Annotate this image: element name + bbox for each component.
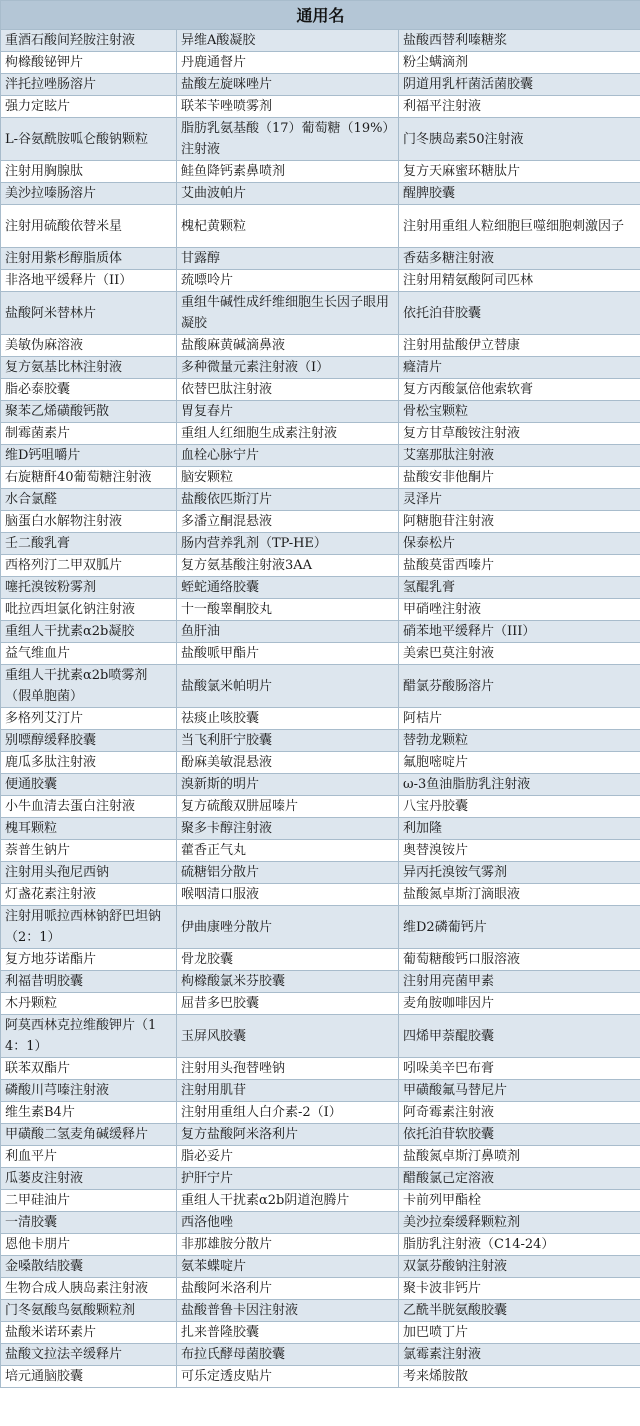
drug-name-cell: 麦角胺咖啡因片	[399, 993, 640, 1015]
table-row	[1, 1102, 640, 1124]
drug-name-cell: 盐酸莫雷西嗪片	[399, 555, 640, 577]
drug-name-cell: 香菇多糖注射液	[399, 248, 640, 270]
drug-name-cell: 盐酸安非他酮片	[399, 467, 640, 489]
drug-name-cell: 喉咽清口服液	[177, 884, 399, 906]
drug-name-cell: 枸橼酸铋钾片	[1, 52, 177, 74]
table-row	[1, 1058, 640, 1080]
drug-name-cell: 盐酸阿米洛利片	[177, 1278, 399, 1300]
drug-name-cell: 卡前列甲酯栓	[399, 1190, 640, 1212]
drug-name-cell: 保泰松片	[399, 533, 640, 555]
drug-name-cell: 美敏伪麻溶液	[1, 335, 177, 357]
drug-name-cell: 肠内营养乳剂（TP-HE）	[177, 533, 399, 555]
table-row	[1, 752, 640, 774]
table-row	[1, 445, 640, 467]
drug-name-cell: 维生素B4片	[1, 1102, 177, 1124]
drug-name-cell: 别嘌醇缓释胶囊	[1, 730, 177, 752]
drug-name-cell: 重组牛碱性成纤维细胞生长因子眼用凝胶	[177, 292, 399, 335]
drug-name-cell: 巯嘌呤片	[177, 270, 399, 292]
drug-name-cell: 利加隆	[399, 818, 640, 840]
drug-name-cell: 脂肪乳氨基酸（17）葡萄糖（19%）注射液	[177, 118, 399, 161]
table-row	[1, 1168, 640, 1190]
drug-name-cell: 复方盐酸阿米洛利片	[177, 1124, 399, 1146]
table-row	[1, 52, 640, 74]
drug-name-cell: 注射用精氨酸阿司匹林	[399, 270, 640, 292]
drug-name-cell: 多种微量元素注射液（I）	[177, 357, 399, 379]
table-row	[1, 161, 640, 183]
table-row	[1, 1344, 640, 1366]
table-row	[1, 357, 640, 379]
drug-name-cell: 复方天麻蜜环糖肽片	[399, 161, 640, 183]
drug-name-cell: 血栓心脉宁片	[177, 445, 399, 467]
drug-name-cell: 金嗓散结胶囊	[1, 1256, 177, 1278]
drug-name-cell: 氢醌乳膏	[399, 577, 640, 599]
drug-name-cell: 多格列艾汀片	[1, 708, 177, 730]
drug-name-cell: 恩他卡朋片	[1, 1234, 177, 1256]
table-row	[1, 971, 640, 993]
table-row	[1, 183, 640, 205]
drug-name-cell: 八宝丹胶囊	[399, 796, 640, 818]
table-row	[1, 730, 640, 752]
table-row	[1, 467, 640, 489]
table-row	[1, 1146, 640, 1168]
drug-name-cell: 葡萄糖酸钙口服溶液	[399, 949, 640, 971]
table-row	[1, 511, 640, 533]
drug-name-cell: 槐耳颗粒	[1, 818, 177, 840]
drug-name-cell: 盐酸麻黄碱滴鼻液	[177, 335, 399, 357]
drug-name-cell: 醋酸氯己定溶液	[399, 1168, 640, 1190]
drug-name-cell: 美沙拉嗪肠溶片	[1, 183, 177, 205]
drug-name-cell: 藿香正气丸	[177, 840, 399, 862]
drug-name-cell: 吡拉西坦氯化钠注射液	[1, 599, 177, 621]
drug-name-cell: 醒脾胶囊	[399, 183, 640, 205]
drug-name-cell: 酚麻美敏混悬液	[177, 752, 399, 774]
drug-name-cell: 四烯甲萘醌胶囊	[399, 1015, 640, 1058]
drug-name-cell: 盐酸普鲁卡因注射液	[177, 1300, 399, 1322]
drug-name-cell: 制霉菌素片	[1, 423, 177, 445]
drug-name-cell: 甲磺酸二氢麦角碱缓释片	[1, 1124, 177, 1146]
drug-name-cell: 复方氨基酸注射液3AA	[177, 555, 399, 577]
drug-name-cell: 脂肪乳注射液（C14-24）	[399, 1234, 640, 1256]
drug-name-cell: 注射用重组人白介素-2（I）	[177, 1102, 399, 1124]
drug-name-cell: 甲硝唑注射液	[399, 599, 640, 621]
table-row	[1, 555, 640, 577]
drug-name-cell: 盐酸氯米帕明片	[177, 665, 399, 708]
table-row	[1, 1322, 640, 1344]
drug-name-cell: 脑蛋白水解物注射液	[1, 511, 177, 533]
drug-name-cell: 聚多卡醇注射液	[177, 818, 399, 840]
drug-name-cell: 癃清片	[399, 357, 640, 379]
drug-name-cell: 盐酸米诺环素片	[1, 1322, 177, 1344]
drug-name-cell: 鹿瓜多肽注射液	[1, 752, 177, 774]
drug-name-cell: 二甲硅油片	[1, 1190, 177, 1212]
table-row	[1, 489, 640, 511]
table-row	[1, 96, 640, 118]
drug-name-cell: 布拉氏酵母菌胶囊	[177, 1344, 399, 1366]
table-row	[1, 1080, 640, 1102]
table-row	[1, 335, 640, 357]
table-row	[1, 1234, 640, 1256]
drug-name-cell: 非那雄胺分散片	[177, 1234, 399, 1256]
drug-name-cell: 十一酸睾酮胶丸	[177, 599, 399, 621]
table-row	[1, 884, 640, 906]
table-row	[1, 1212, 640, 1234]
drug-name-cell: 培元通脑胶囊	[1, 1366, 177, 1388]
table-row	[1, 205, 640, 248]
drug-name-cell: 依托泊苷胶囊	[399, 292, 640, 335]
drug-name-cell: 护肝宁片	[177, 1168, 399, 1190]
table-row	[1, 818, 640, 840]
table-row	[1, 906, 640, 949]
drug-name-cell: 美索巴莫注射液	[399, 643, 640, 665]
drug-name-cell: 槐杞黄颗粒	[177, 205, 399, 248]
drug-name-cell: 艾曲波帕片	[177, 183, 399, 205]
drug-name-cell: 灵泽片	[399, 489, 640, 511]
drug-name-cell: 木丹颗粒	[1, 993, 177, 1015]
table-row	[1, 118, 640, 161]
table-row	[1, 993, 640, 1015]
table-row	[1, 1300, 640, 1322]
drug-name-cell: 右旋糖酐40葡萄糖注射液	[1, 467, 177, 489]
table-row	[1, 796, 640, 818]
table-row	[1, 30, 640, 52]
drug-name-cell: 骨龙胶囊	[177, 949, 399, 971]
drug-name-cell: 屈昔多巴胶囊	[177, 993, 399, 1015]
drug-name-cell: 利血平片	[1, 1146, 177, 1168]
drug-name-cell: 盐酸西替利嗪糖浆	[399, 30, 640, 52]
table-row	[1, 1366, 640, 1388]
drug-name-cell: 重组人干扰素α2b阴道泡腾片	[177, 1190, 399, 1212]
drug-name-cell: 水合氯醛	[1, 489, 177, 511]
drug-name-cell: 扎来普隆胶囊	[177, 1322, 399, 1344]
drug-name-cell: 重组人干扰素α2b喷雾剂（假单胞菌）	[1, 665, 177, 708]
table-row	[1, 774, 640, 796]
drug-name-cell: 维D2磷葡钙片	[399, 906, 640, 949]
drug-name-cell: 盐酸文拉法辛缓释片	[1, 1344, 177, 1366]
drug-name-cell: 氨苯蝶啶片	[177, 1256, 399, 1278]
drug-name-cell: 替勃龙颗粒	[399, 730, 640, 752]
table-row	[1, 74, 640, 96]
table-row	[1, 577, 640, 599]
drug-name-cell: 粉尘螨滴剂	[399, 52, 640, 74]
drug-name-cell: 注射用哌拉西林钠舒巴坦钠（2：1）	[1, 906, 177, 949]
drug-name-cell: 氯霉素注射液	[399, 1344, 640, 1366]
drug-name-cell: 胃复春片	[177, 401, 399, 423]
drug-name-cell: 乙酰半胱氨酸胶囊	[399, 1300, 640, 1322]
drug-name-cell: 联苯苄唑喷雾剂	[177, 96, 399, 118]
table-row	[1, 1256, 640, 1278]
drug-name-cell: 注射用胸腺肽	[1, 161, 177, 183]
drug-name-cell: 艾塞那肽注射液	[399, 445, 640, 467]
table-row	[1, 840, 640, 862]
table-row	[1, 270, 640, 292]
drug-name-cell: 当飞利肝宁胶囊	[177, 730, 399, 752]
drug-name-cell: 注射用头孢替唑钠	[177, 1058, 399, 1080]
drug-name-cell: 多潘立酮混悬液	[177, 511, 399, 533]
drug-name-cell: 考来烯胺散	[399, 1366, 640, 1388]
drug-name-cell: 盐酸阿米替林片	[1, 292, 177, 335]
drug-name-cell: 注射用头孢尼西钠	[1, 862, 177, 884]
drug-name-cell: 注射用盐酸伊立替康	[399, 335, 640, 357]
drug-name-cell: 加巴喷丁片	[399, 1322, 640, 1344]
table-row	[1, 621, 640, 643]
drug-name-cell: 重酒石酸间羟胺注射液	[1, 30, 177, 52]
drug-name-cell: 维D钙咀嚼片	[1, 445, 177, 467]
drug-name-cell: 盐酸氮卓斯汀滴眼液	[399, 884, 640, 906]
drug-name-cell: 阿奇霉素注射液	[399, 1102, 640, 1124]
drug-name-cell: 壬二酸乳膏	[1, 533, 177, 555]
drug-name-cell: 复方甘草酸铵注射液	[399, 423, 640, 445]
drug-name-cell: 鱼肝油	[177, 621, 399, 643]
drug-name-cell: 异丙托溴铵气雾剂	[399, 862, 640, 884]
drug-name-cell: 利福平注射液	[399, 96, 640, 118]
drug-name-cell: 吲哚美辛巴布膏	[399, 1058, 640, 1080]
drug-name-cell: 盐酸左旋咪唑片	[177, 74, 399, 96]
drug-name-cell: 利福昔明胶囊	[1, 971, 177, 993]
table-title: 通用名	[1, 1, 640, 30]
drug-name-cell: 强力定眩片	[1, 96, 177, 118]
drug-name-cell: 阿桔片	[399, 708, 640, 730]
drug-name-cell: 硝苯地平缓释片（III）	[399, 621, 640, 643]
drug-name-cell: 异维A酸凝胶	[177, 30, 399, 52]
drug-name-cell: 可乐定透皮贴片	[177, 1366, 399, 1388]
table-row	[1, 1190, 640, 1212]
drug-name-cell: 玉屏风胶囊	[177, 1015, 399, 1058]
drug-name-cell: 益气维血片	[1, 643, 177, 665]
table-row	[1, 1124, 640, 1146]
drug-name-cell: 非洛地平缓释片（II）	[1, 270, 177, 292]
drug-name-cell: 噻托溴铵粉雾剂	[1, 577, 177, 599]
drug-name-cell: 门冬胰岛素50注射液	[399, 118, 640, 161]
drug-name-cell: 伊曲康唑分散片	[177, 906, 399, 949]
table-row	[1, 599, 640, 621]
drug-name-cell: 注射用亮菌甲素	[399, 971, 640, 993]
drug-name-cell: 脂必妥片	[177, 1146, 399, 1168]
drug-name-cell: 蛭蛇通络胶囊	[177, 577, 399, 599]
drug-name-cell: 祛痰止咳胶囊	[177, 708, 399, 730]
table-row	[1, 665, 640, 708]
drug-name-cell: 注射用紫杉醇脂质体	[1, 248, 177, 270]
drug-name-cell: 小牛血清去蛋白注射液	[1, 796, 177, 818]
drug-name-cell: 重组人红细胞生成素注射液	[177, 423, 399, 445]
table-row	[1, 379, 640, 401]
drug-name-cell: 复方硫酸双肼屈嗪片	[177, 796, 399, 818]
drug-name-cell: 双氯芬酸钠注射液	[399, 1256, 640, 1278]
drug-name-cell: 萘普生钠片	[1, 840, 177, 862]
drug-name-cell: 溴新斯的明片	[177, 774, 399, 796]
drug-name-cell: 盐酸氮卓斯汀鼻喷剂	[399, 1146, 640, 1168]
drug-name-cell: 美沙拉秦缓释颗粒剂	[399, 1212, 640, 1234]
drug-name-cell: 西洛他唑	[177, 1212, 399, 1234]
drug-name-cell: 注射用重组人粒细胞巨噬细胞刺激因子	[399, 205, 640, 248]
table-row	[1, 248, 640, 270]
drug-name-cell: 泮托拉唑肠溶片	[1, 74, 177, 96]
drug-name-cell: 丹鹿通督片	[177, 52, 399, 74]
drug-name-cell: 瓜蒌皮注射液	[1, 1168, 177, 1190]
drug-name-cell: 复方地芬诺酯片	[1, 949, 177, 971]
drug-name-cell: 灯盏花素注射液	[1, 884, 177, 906]
header-row	[1, 1, 640, 30]
drug-name-cell: 阴道用乳杆菌活菌胶囊	[399, 74, 640, 96]
table-row	[1, 401, 640, 423]
drug-name-cell: 鲑鱼降钙素鼻喷剂	[177, 161, 399, 183]
table-row	[1, 708, 640, 730]
drug-name-cell: 注射用肌苷	[177, 1080, 399, 1102]
drug-name-cell: 奥替溴铵片	[399, 840, 640, 862]
drug-name-cell: 注射用硫酸依替米星	[1, 205, 177, 248]
drug-name-cell: 复方氨基比林注射液	[1, 357, 177, 379]
drug-name-cell: 一清胶囊	[1, 1212, 177, 1234]
table-row	[1, 423, 640, 445]
drug-name-cell: 脂必泰胶囊	[1, 379, 177, 401]
drug-name-cell: 依托泊苷软胶囊	[399, 1124, 640, 1146]
table-row	[1, 292, 640, 335]
drug-name-cell: 阿糖胞苷注射液	[399, 511, 640, 533]
drug-name-cell: 盐酸哌甲酯片	[177, 643, 399, 665]
drug-name-cell: 醋氯芬酸肠溶片	[399, 665, 640, 708]
drug-name-cell: 骨松宝颗粒	[399, 401, 640, 423]
drug-name-cell: 重组人干扰素α2b凝胶	[1, 621, 177, 643]
drug-name-cell: 聚卡波非钙片	[399, 1278, 640, 1300]
drug-name-cell: 枸橼酸氯米芬胶囊	[177, 971, 399, 993]
drug-name-cell: 甘露醇	[177, 248, 399, 270]
drug-name-cell: 聚苯乙烯磺酸钙散	[1, 401, 177, 423]
drug-name-cell: ω-3鱼油脂肪乳注射液	[399, 774, 640, 796]
drug-name-cell: 盐酸依匹斯汀片	[177, 489, 399, 511]
drug-name-cell: L-谷氨酰胺呱仑酸钠颗粒	[1, 118, 177, 161]
drug-name-cell: 生物合成人胰岛素注射液	[1, 1278, 177, 1300]
table-row	[1, 643, 640, 665]
drug-name-cell: 磷酸川芎嗪注射液	[1, 1080, 177, 1102]
drug-name-cell: 门冬氨酸鸟氨酸颗粒剂	[1, 1300, 177, 1322]
drug-name-cell: 甲磺酸氟马替尼片	[399, 1080, 640, 1102]
table-body	[1, 30, 640, 1388]
drug-name-cell: 阿莫西林克拉维酸钾片（14：1）	[1, 1015, 177, 1058]
table-row	[1, 533, 640, 555]
drug-name-cell: 便通胶囊	[1, 774, 177, 796]
drug-name-cell: 氟胞嘧啶片	[399, 752, 640, 774]
drug-name-cell: 复方丙酸氯倍他索软膏	[399, 379, 640, 401]
drug-name-cell: 联苯双酯片	[1, 1058, 177, 1080]
drug-name-cell: 硫糖铝分散片	[177, 862, 399, 884]
drug-name-cell: 西格列汀二甲双胍片	[1, 555, 177, 577]
drug-name-cell: 脑安颗粒	[177, 467, 399, 489]
table-row	[1, 949, 640, 971]
table-row	[1, 1015, 640, 1058]
drug-name-cell: 依替巴肽注射液	[177, 379, 399, 401]
table-row	[1, 862, 640, 884]
table-row	[1, 1278, 640, 1300]
